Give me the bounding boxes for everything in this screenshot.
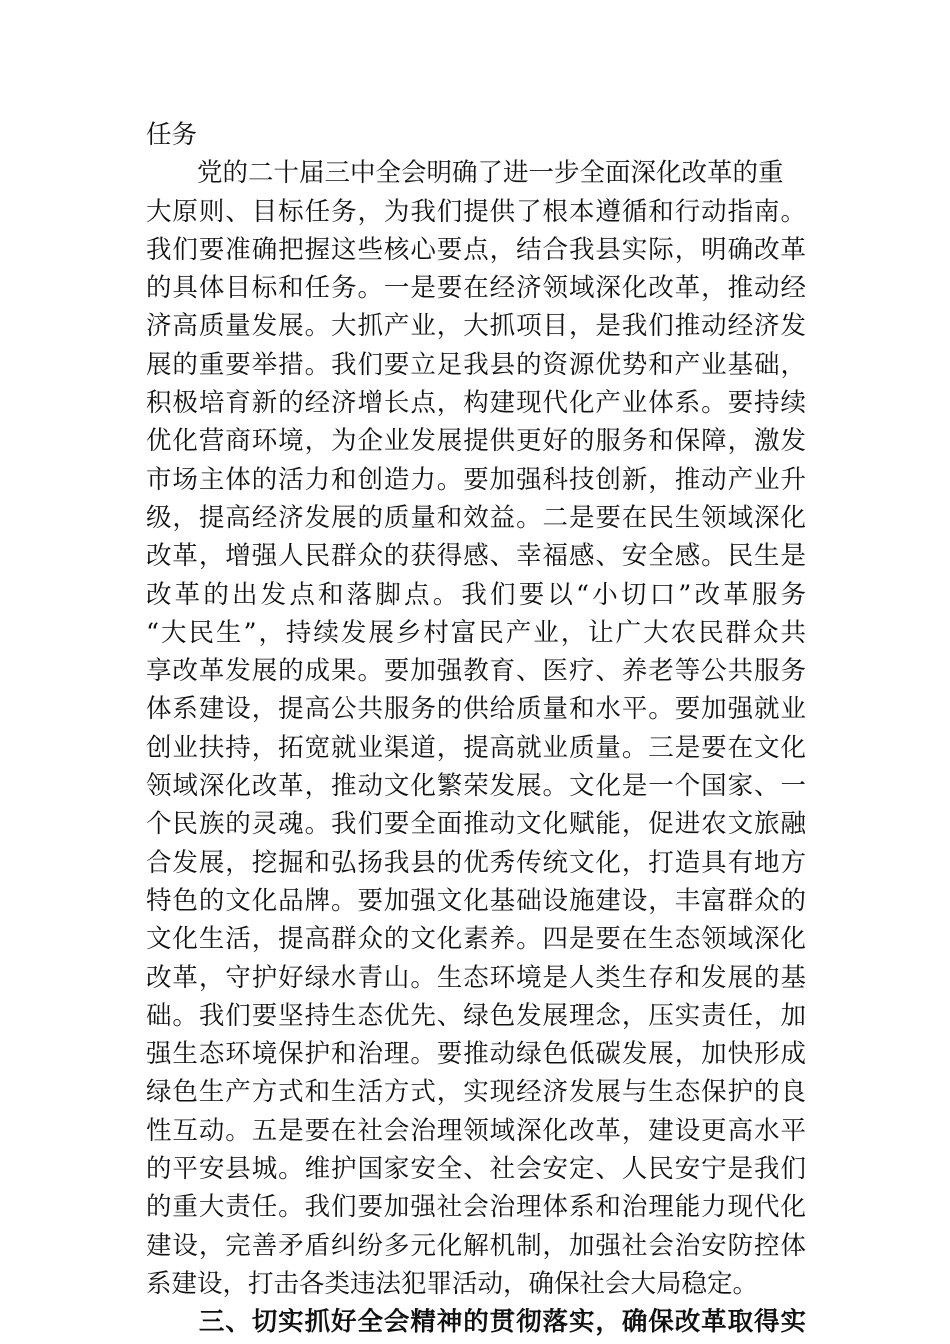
paragraph-line: 级，提高经济发展的质量和效益。二是要在民生领域深化 [146, 502, 806, 533]
paragraph-line: 优化营商环境，为企业发展提供更好的服务和保障，激发 [146, 426, 806, 457]
paragraph-line: 系建设，打击各类违法犯罪活动，确保社会大局稳定。 [146, 1268, 759, 1299]
paragraph-line: 体系建设，提高公共服务的供给质量和水平。要加强就业 [146, 694, 806, 725]
paragraph-line: 强生态环境保护和治理。要推动绿色低碳发展，加快形成 [146, 1039, 806, 1070]
paragraph-line: 个民族的灵魂。我们要全面推动文化赋能，促进农文旅融 [146, 809, 806, 840]
paragraph-line: 大原则、目标任务，为我们提供了根本遵循和行动指南。 [146, 196, 806, 227]
paragraph-line: 改革的出发点和落脚点。我们要以“小切口”改革服务 [146, 579, 806, 610]
paragraph-line: 础。我们要坚持生态优先、绿色发展理念，压实责任，加 [146, 1000, 806, 1031]
paragraph-line: 绿色生产方式和生活方式，实现经济发展与生态保护的良 [146, 1077, 806, 1108]
paragraph-line: 享改革发展的成果。要加强教育、医疗、养老等公共服务 [146, 656, 806, 687]
paragraph-line: 济高质量发展。大抓产业，大抓项目，是我们推动经济发 [146, 311, 806, 342]
next-section-heading: 三、切实抓好全会精神的贯彻落实，确保改革取得实 [146, 1307, 806, 1338]
paragraph-line: 我们要准确把握这些核心要点，结合我县实际，明确改革 [146, 234, 806, 265]
paragraph-line: “大民生”，持续发展乡村富民产业，让广大农民群众共 [146, 617, 806, 648]
paragraph-line: 建设，完善矛盾纠纷多元化解机制，加强社会治安防控体 [146, 1230, 806, 1261]
paragraph-line: 积极培育新的经济增长点，构建现代化产业体系。要持续 [146, 388, 806, 419]
paragraph-line: 展的重要举措。我们要立足我县的资源优势和产业基础， [146, 349, 806, 380]
paragraph-line: 改革，增强人民群众的获得感、幸福感、安全感。民生是 [146, 541, 806, 572]
paragraph-line: 文化生活，提高群众的文化素养。四是要在生态领域深化 [146, 924, 806, 955]
paragraph-line: 合发展，挖掘和弘扬我县的优秀传统文化，打造具有地方 [146, 847, 806, 878]
paragraph-line: 市场主体的活力和创造力。要加强科技创新，推动产业升 [146, 464, 806, 495]
paragraph-line: 特色的文化品牌。要加强文化基础设施建设，丰富群众的 [146, 885, 806, 916]
paragraph-line: 性互动。五是要在社会治理领域深化改革，建设更高水平 [146, 1115, 806, 1146]
paragraph-line: 的重大责任。我们要加强社会治理体系和治理能力现代化 [146, 1192, 806, 1223]
document-body [146, 116, 806, 1342]
paragraph-line: 党的二十届三中全会明确了进一步全面深化改革的重 [146, 158, 784, 189]
paragraph-line: 领域深化改革，推动文化繁荣发展。文化是一个国家、一 [146, 771, 806, 802]
paragraph-line: 的平安县城。维护国家安全、社会安定、人民安宁是我们 [146, 1154, 806, 1185]
paragraph-line: 创业扶持，拓宽就业渠道，提高就业质量。三是要在文化 [146, 732, 806, 763]
section-title: 任务 [146, 120, 198, 150]
paragraph-line: 改革，守护好绿水青山。生态环境是人类生存和发展的基 [146, 962, 806, 993]
paragraph-line: 的具体目标和任务。一是要在经济领域深化改革，推动经 [146, 273, 806, 304]
